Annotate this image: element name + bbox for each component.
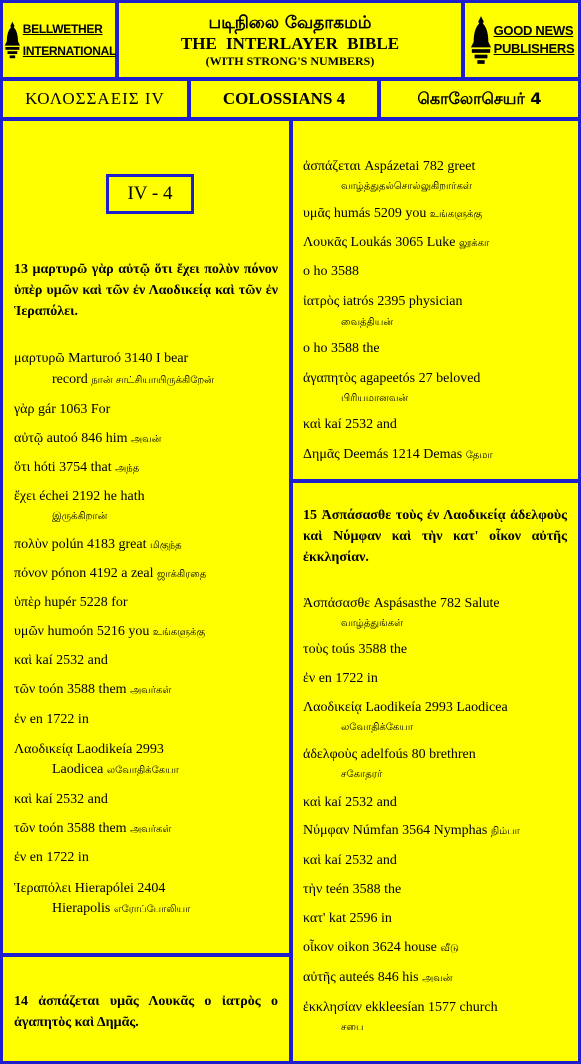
word-gloss: τῶν toón 3588 them <box>14 682 127 697</box>
tamil-gloss: அந்த <box>115 463 140 474</box>
word-entry <box>303 292 567 311</box>
tamil-gloss: அவர்கள் <box>130 824 172 835</box>
word-gloss: Λαοδικείᾳ Laodikeía 2993 Laodicea <box>303 700 508 715</box>
word-gloss: τὴν teén 3588 the <box>303 882 402 897</box>
word-entry <box>14 458 139 478</box>
word-entry <box>14 790 108 809</box>
word-entry <box>303 594 567 613</box>
word-entry <box>14 710 89 729</box>
tamil-gloss: சபை <box>341 1022 364 1033</box>
word-gloss: Ἀσπάσασθε Aspásasthe 782 Salute <box>303 596 500 611</box>
tamil-gloss: வாழ்த்துதல்சொல்லுகிறார்கள் <box>341 181 472 192</box>
word-entry <box>14 819 171 839</box>
word-entry <box>303 388 581 408</box>
word-gloss: ὑπὲρ hupér 5228 for <box>14 595 128 610</box>
word-gloss: ἐκκλησίαν ekkleesían 1577 church <box>303 1000 498 1015</box>
word-entry <box>303 640 407 659</box>
left-logo-line2: INTERNATIONAL <box>22 44 116 58</box>
page-title: THE INTERLAYER BIBLE <box>180 33 400 53</box>
bell-icon <box>4 12 21 68</box>
word-gloss: καὶ kaí 2532 and <box>14 792 108 807</box>
tamil-gloss: வைத்தியன் <box>341 317 394 328</box>
word-gloss: τῶν toón 3588 them <box>14 821 127 836</box>
tamil-gloss: எரோப்போலியா <box>113 904 191 915</box>
word-gloss: ἰατρὸς iatrós 2395 physician <box>303 294 463 309</box>
word-entry <box>14 370 316 390</box>
tamil-gloss: உங்களுக்கு <box>429 209 483 220</box>
word-entry <box>303 938 459 958</box>
word-entry <box>14 680 171 700</box>
word-gloss: Ἱεραπόλει Hierapólei 2404 <box>14 881 166 896</box>
word-entry <box>14 593 128 612</box>
word-entry <box>14 349 278 368</box>
word-entry <box>303 262 359 281</box>
word-entry <box>303 613 581 633</box>
word-entry <box>303 764 581 784</box>
word-gloss: ἐν en 1722 in <box>303 671 378 686</box>
word-entry <box>303 669 378 688</box>
word-entry <box>14 760 316 780</box>
word-entry <box>303 415 397 434</box>
word-gloss: οἶκον oikon 3624 house <box>303 940 437 955</box>
word-entry <box>303 821 520 841</box>
word-entry <box>303 1017 581 1037</box>
tamil-gloss: அவன் <box>131 434 162 445</box>
word-entry <box>14 899 316 919</box>
word-gloss: κατ' kat 2596 in <box>303 911 392 926</box>
word-entry <box>303 204 482 224</box>
tamil-gloss: அவர்கள் <box>130 685 172 696</box>
word-gloss: ὅτι hóti 3754 that <box>14 460 112 475</box>
tamil-gloss: லவோதிக்கேயா <box>341 722 414 733</box>
word-entry <box>14 564 206 584</box>
tamil-title: படிநிலை வேதாகமம் <box>208 12 372 33</box>
word-entry <box>303 312 581 332</box>
word-gloss: καὶ kaí 2532 and <box>14 653 108 668</box>
tamil-gloss: மிகுந்த <box>150 540 182 551</box>
word-entry <box>14 535 182 555</box>
left-logo-line1: BELLWETHER <box>22 22 103 36</box>
word-gloss: αὐτῆς auteés 846 his <box>303 970 419 985</box>
word-gloss: πόνον pónon 4192 a zeal <box>14 566 154 581</box>
verse-15: 15 Ἀσπάσασθε τοὺς ἐν Λαοδικείᾳ ἀδελφοὺς καὶ Νύμφαν καὶ τὴν κατ' οἶκον αὐτῆς ἐκκλησίαν. <box>303 508 567 565</box>
good-news-logo <box>466 2 578 78</box>
word-entry <box>303 851 397 870</box>
word-gloss: υμᾶς humás 5209 you <box>303 206 427 221</box>
tamil-gloss: பிரியமானவன் <box>341 393 409 404</box>
word-entry <box>303 793 397 812</box>
word-entry <box>14 429 161 449</box>
tamil-gloss: லவோதிக்கேயா <box>106 765 179 776</box>
chapter-label: IV - 4 <box>127 183 173 204</box>
tamil-gloss: ஜாக்கிரதை <box>156 569 207 580</box>
word-gloss: Λουκᾶς Loukás 3065 Luke <box>303 235 456 250</box>
chapter-bar-tamil <box>378 78 581 120</box>
tamil-gloss: லூக்கா <box>459 238 490 249</box>
word-entry <box>303 698 567 717</box>
tamil-gloss: நிம்பா <box>490 826 520 837</box>
word-entry <box>303 339 380 358</box>
word-gloss: αὐτῷ autoó 846 him <box>14 431 128 446</box>
word-entry <box>303 369 567 388</box>
tamil-gloss: வாழ்த்துங்கள் <box>341 618 404 629</box>
verse-14: 14 ἀσπάζεται υμᾶς Λουκᾶς ο ἰατρὸς ο ἀγαπητὸς καὶ Δημᾶς. <box>14 994 278 1030</box>
header-title-box <box>116 0 464 80</box>
word-entry <box>303 909 392 928</box>
word-gloss: ἀγαπητὸς agapeetós 27 beloved <box>303 371 481 386</box>
word-gloss: Hierapolis <box>52 901 111 916</box>
right-logo-line1: GOOD NEWS <box>493 23 574 38</box>
tamil-gloss: தேமா <box>465 450 493 461</box>
word-gloss: υμῶν humoón 5216 you <box>14 624 150 639</box>
tamil-gloss: இருக்கிறான் <box>52 511 108 522</box>
word-entry <box>14 487 278 506</box>
chapter-english-label: COLOSSIANS 4 <box>222 89 346 108</box>
word-entry <box>303 880 401 899</box>
chapter-bar-english <box>188 78 380 120</box>
word-gloss: ο ho 3588 <box>303 264 359 279</box>
chapter-label-box <box>106 174 194 214</box>
word-gloss: γὰρ gár 1063 For <box>14 402 111 417</box>
word-gloss: καὶ kaí 2532 and <box>303 795 397 810</box>
word-entry <box>14 622 205 642</box>
word-entry <box>14 506 316 526</box>
word-entry <box>303 968 452 988</box>
word-entry <box>14 400 110 419</box>
word-gloss: Νύμφαν Númfan 3564 Nymphas <box>303 823 488 838</box>
page-subtitle: (WITH STRONG'S NUMBERS) <box>205 53 375 68</box>
chapter-bar-greek <box>0 78 190 120</box>
word-gloss: πολὺν polún 4183 great <box>14 537 147 552</box>
word-gloss: καὶ kaí 2532 and <box>303 853 397 868</box>
word-gloss: ἀδελφοὺς adelfoús 80 brethren <box>303 747 476 762</box>
right-logo-line2: PUBLISHERS <box>493 41 575 56</box>
chapter-tamil-label: கொலோசெயர் 4 <box>417 88 542 108</box>
word-entry <box>303 176 581 196</box>
tamil-gloss: அவன் <box>422 973 453 984</box>
word-gloss: ἀσπάζεται Aspázetai 782 greet <box>303 159 476 174</box>
word-gloss: τοὺς toús 3588 the <box>303 642 408 657</box>
word-entry <box>303 745 567 764</box>
tamil-gloss: உங்களுக்கு <box>152 627 206 638</box>
word-entry <box>14 740 278 759</box>
word-entry <box>303 233 489 253</box>
word-entry <box>303 717 581 737</box>
bellwether-logo <box>4 2 116 78</box>
word-gloss: ἔχει échei 2192 he hath <box>14 489 145 504</box>
word-gloss: Laodicea <box>52 762 104 777</box>
word-gloss: Δημᾶς Deemás 1214 Demas <box>303 447 463 462</box>
word-entry <box>303 157 567 176</box>
verse-13: 13 μαρτυρῶ γὰρ αὐτῷ ὅτι ἔχει πολὺν πόνον ὑπὲρ υμῶν καὶ τῶν ἐν Λαοδικείᾳ καὶ τῶν ἐν Ἱεραπόλει. <box>14 262 278 319</box>
word-entry <box>14 848 89 867</box>
tamil-gloss: சகோதரர் <box>341 769 383 780</box>
word-gloss: ἐν en 1722 in <box>14 712 89 727</box>
word-entry <box>14 651 108 670</box>
chapter-greek-label: ΚΟΛΟΣΣΑΕΙΣ IV <box>25 89 165 108</box>
word-entry <box>303 998 567 1017</box>
word-gloss: record <box>52 372 88 387</box>
tamil-gloss: வீடு <box>440 943 459 954</box>
word-gloss: μαρτυρῶ Marturoó 3140 I bear <box>14 351 189 366</box>
bell-icon <box>470 12 492 68</box>
word-gloss: ἐν en 1722 in <box>14 850 89 865</box>
word-gloss: Λαοδικείᾳ Laodikeía 2993 <box>14 742 164 757</box>
word-entry <box>303 445 493 465</box>
word-gloss: καὶ kaí 2532 and <box>303 417 397 432</box>
word-entry <box>14 879 278 898</box>
word-gloss: ο ho 3588 the <box>303 341 380 356</box>
tamil-gloss: நான் சாட்சியாயிருக்கிறேன் <box>91 375 214 386</box>
